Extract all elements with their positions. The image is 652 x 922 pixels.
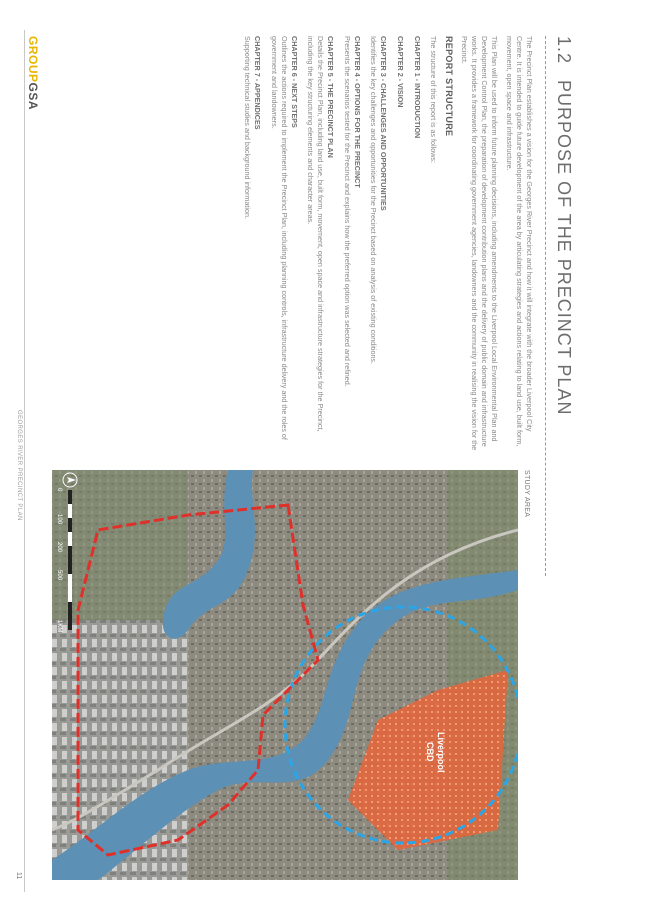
body-text bbox=[236, 36, 534, 456]
group-gsa-logo bbox=[26, 36, 40, 110]
cbd-label: Liverpool bbox=[436, 732, 446, 773]
report-structure-intro: The structure of this report is as follows: bbox=[428, 36, 438, 164]
chapter-item bbox=[412, 36, 422, 456]
section-title: PURPOSE OF THE PRECINCT PLAN bbox=[554, 80, 574, 416]
intro-paragraph-2: This Plan will be used to inform future planning decisions, including amendments to the Liverpool Local Environmental Plan and Development Control Plan, the preparation of development contribution plans and the delivery of public domain and infrastructure works. It provides a framework for coordinating government agencies, landowners and the community in realising the vision for the Precinct. bbox=[460, 36, 499, 451]
chapter-title: CHAPTER 6 - NEXT STEPS bbox=[289, 36, 299, 128]
chapter-title: CHAPTER 1 - INTRODUCTION bbox=[412, 36, 422, 139]
chapter-description: Identifies the key challenges and opportunities for the Precinct based on analysis of existing conditions. bbox=[369, 36, 379, 365]
chapter-description: Presents the scenarios tested for the Precinct and explains how the preferred option was selected and refined. bbox=[342, 36, 352, 387]
chapter-description: Details the Precinct Plan, including land use, built form, movement, open space and infrastructure strategies for the Precinct, including the key structuring elements and character areas. bbox=[306, 36, 326, 432]
footer-divider bbox=[24, 30, 25, 892]
scale-label: 200 bbox=[56, 542, 62, 553]
chapter-description: Outlines the actions required to implement the Precinct Plan, including planning controls, infrastructure delivery and the roles of government and landowners. bbox=[270, 36, 289, 440]
chapter-item bbox=[269, 36, 298, 456]
document-title-footer: GEORGES RIVER PRECINCT PLAN bbox=[16, 410, 22, 521]
chapter-item bbox=[243, 36, 263, 456]
section-number: 1.2 bbox=[554, 36, 574, 65]
chapter-title: CHAPTER 7 - APPENDICES bbox=[253, 36, 263, 130]
map-caption: STUDY AREA bbox=[523, 470, 530, 518]
scale-label: 1KM bbox=[56, 620, 62, 633]
aerial-map-svg bbox=[52, 470, 518, 880]
report-structure-heading: REPORT STRUCTURE bbox=[444, 36, 455, 137]
chapter-item bbox=[306, 36, 335, 456]
chapter-item bbox=[395, 36, 405, 456]
cbd-label: CBD bbox=[425, 742, 435, 762]
chapter-description: Supporting technical studies and background information. bbox=[243, 36, 253, 219]
chapter-title: CHAPTER 4 - OPTIONS FOR THE PRECINCT bbox=[352, 36, 362, 188]
page-title bbox=[553, 36, 574, 415]
page-number: 11 bbox=[15, 872, 22, 880]
scale-label: 500 bbox=[56, 570, 62, 581]
logo-text-a: GROUP bbox=[26, 36, 40, 83]
vegetation-patch bbox=[52, 470, 188, 620]
chapter-title: CHAPTER 3 - CHALLENGES AND OPPORTUNITIES bbox=[379, 36, 389, 211]
chapter-title: CHAPTER 5 - THE PRECINCT PLAN bbox=[326, 36, 336, 158]
chapter-item bbox=[342, 36, 362, 456]
scale-label: 0 bbox=[56, 488, 62, 492]
logo-text-b: GSA bbox=[26, 82, 40, 111]
chapter-item bbox=[369, 36, 389, 456]
study-area-map bbox=[52, 470, 518, 880]
intro-paragraph-1: The Precinct Plan establishes a vision for the Georges River Precinct and how it will integrate with the broader Liverpool City Centre. It is intended to guide future development of the area by articulating strategies and actions relating to land use, built form, movement, open space and infrastructure. bbox=[505, 36, 534, 447]
chapter-title: CHAPTER 2 - VISION bbox=[396, 36, 406, 108]
title-divider bbox=[545, 36, 546, 576]
scale-label: 100 bbox=[56, 514, 62, 525]
